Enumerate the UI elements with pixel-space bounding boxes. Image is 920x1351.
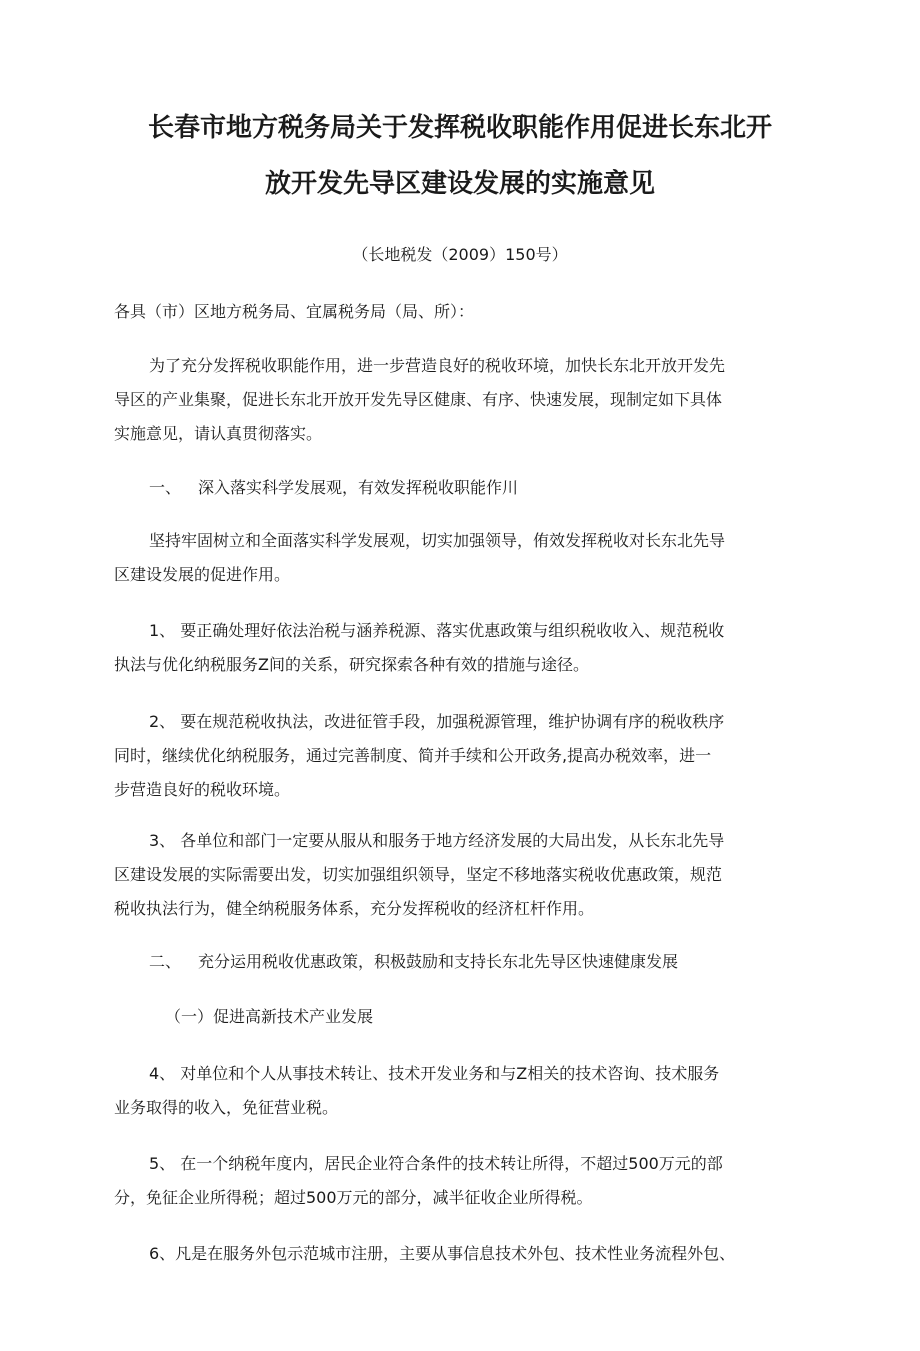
- intro-line: 为了充分发挥税收职能作用，进一步营造良好的税收环境，加快长东北开放开发先: [149, 356, 726, 375]
- item-1-line: 执法与优化纳税服务Z间的关系，研究探索各种有效的措施与途径。: [114, 655, 589, 674]
- section-2-heading: 充分运用税收优惠政策，积极鼓励和支持长东北先导区快速健康发展: [198, 952, 679, 971]
- item-5-line: 5、 在一个纳税年度内，居民企业符合条件的技术转让所得，不超过500万元的部: [149, 1154, 723, 1173]
- item-3-line: 3、 各单位和部门一定要从服从和服务于地方经济发展的大局出发，从长东北先导: [149, 831, 725, 850]
- item-2-line: 同时，继续优化纳税服务，通过完善制度、简并手续和公开政务,提高办税效率，进一: [114, 746, 712, 765]
- section-2-number: 二、: [149, 952, 182, 971]
- section-1-number: 一、: [149, 478, 182, 497]
- document-number: （长地税发（2009）150号）: [352, 245, 568, 264]
- item-5-line: 分，免征企业所得税；超过500万元的部分，减半征收企业所得税。: [114, 1188, 593, 1207]
- section-1-heading: 深入落实科学发展观，有效发挥税收职能作川: [198, 478, 519, 497]
- salutation: 各具（市）区地方税务局、宜属税务局（局、所）：: [114, 302, 475, 321]
- item-3-line: 区建设发展的实际需要出发，切实加强组织领导，坚定不移地落实税收优惠政策，规范: [114, 865, 723, 884]
- intro-line: 导区的产业集聚，促进长东北开放开发先导区健康、有序、快速发展，现制定如下具体: [114, 390, 723, 409]
- item-3-line: 税收执法行为，健全纳税服务体系，充分发挥税收的经济杠杆作用。: [114, 899, 595, 918]
- item-6-line: 6、凡是在服务外包示范城市注册，主要从事信息技术外包、技术性业务流程外包、: [149, 1244, 736, 1263]
- item-2-line: 2、 要在规范税收执法，改进征管手段，加强税源管理，维护协调有序的税收秩序: [149, 712, 725, 731]
- section-1-paragraph-line: 区建设发展的促进作用。: [114, 565, 291, 584]
- subsection-1-heading: （一）促进高新技术产业发展: [165, 1007, 374, 1026]
- item-4-line: 业务取得的收入，免征营业税。: [114, 1098, 339, 1117]
- intro-line: 实施意见，请认真贯彻落实。: [114, 424, 323, 443]
- item-2-line: 步营造良好的税收环境。: [114, 780, 291, 799]
- section-1-paragraph-line: 坚持牢固树立和全面落实科学发展观，切实加强领导，侑效发挥税收对长东北先导: [149, 531, 726, 550]
- document-title-line-2: 放开发先导区建设发展的实施意见: [264, 169, 655, 199]
- document-title-line-1: 长春市地方税务局关于发挥税收职能作用促进长东北开: [147, 113, 772, 143]
- item-4-line: 4、 对单位和个人从事技术转让、技术开发业务和与Z相关的技术咨询、技术服务: [149, 1064, 720, 1083]
- item-1-line: 1、 要正确处理好依法治税与涵养税源、落实优惠政策与组织税收收入、规范税收: [149, 621, 725, 640]
